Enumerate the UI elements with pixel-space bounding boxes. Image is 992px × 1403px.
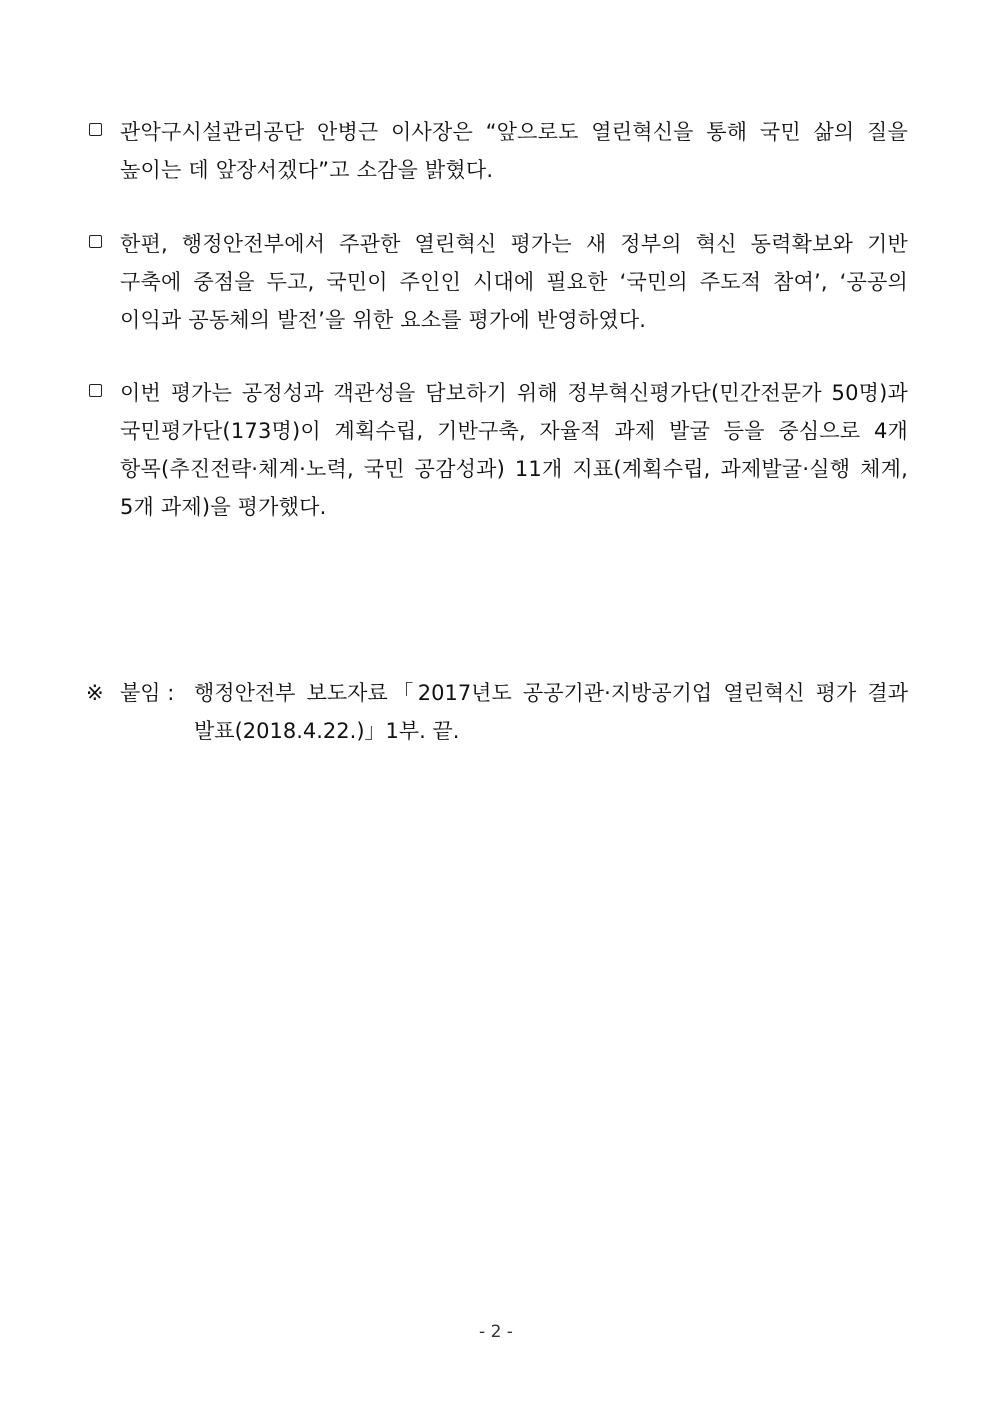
paragraph-line: 이번 평가는 공정성과 객관성을 담보하기 위해 정부혁신평가단(민간전문가 50명)과 — [120, 381, 908, 405]
paragraph-line: 구축에 중점을 두고, 국민이 주인인 시대에 필요한 ‘국민의 주도적 참여’, ‘공공의 — [120, 270, 908, 294]
paragraph-line: 이익과 공동체의 발전’을 위한 요소를 평가에 반영하였다. — [120, 308, 647, 332]
paragraph-line: 높이는 데 앞장서겠다”고 소감을 밝혔다. — [120, 158, 494, 182]
paragraph-evaluation-method — [86, 374, 908, 526]
reference-mark-icon: ※ — [86, 681, 104, 705]
attachment-note — [86, 674, 908, 750]
attachment-line: 행정안전부 보도자료「2017년도 공공기관·지방공기업 열린혁신 평가 결과 — [194, 681, 908, 705]
page-number: - 2 - — [479, 1322, 513, 1342]
attachment-line: 발표(2018.4.22.)」1부. 끝. — [194, 719, 460, 743]
paragraph-line: 5개 과제)을 평가했다. — [120, 495, 327, 519]
paragraph-line: 한편, 행정안전부에서 주관한 열린혁신 평가는 새 정부의 혁신 동력확보와 기반 — [120, 232, 908, 256]
paragraph-evaluation-overview — [86, 225, 908, 339]
paragraph-line: 관악구시설관리공단 안병근 이사장은 “앞으로도 열린혁신을 통해 국민 삶의 질을 — [120, 120, 908, 144]
attachment-label: 붙임 : — [120, 681, 175, 705]
paragraph-line: 국민평가단(173명)이 계획수립, 기반구축, 자율적 과제 발굴 등을 중심으로 4개 — [120, 419, 908, 443]
paragraph-line: 항목(추진전략·체계·노력, 국민 공감성과) 11개 지표(계획수립, 과제발굴·실행 체계, — [120, 457, 908, 481]
paragraph-ceo-remarks — [86, 113, 908, 189]
